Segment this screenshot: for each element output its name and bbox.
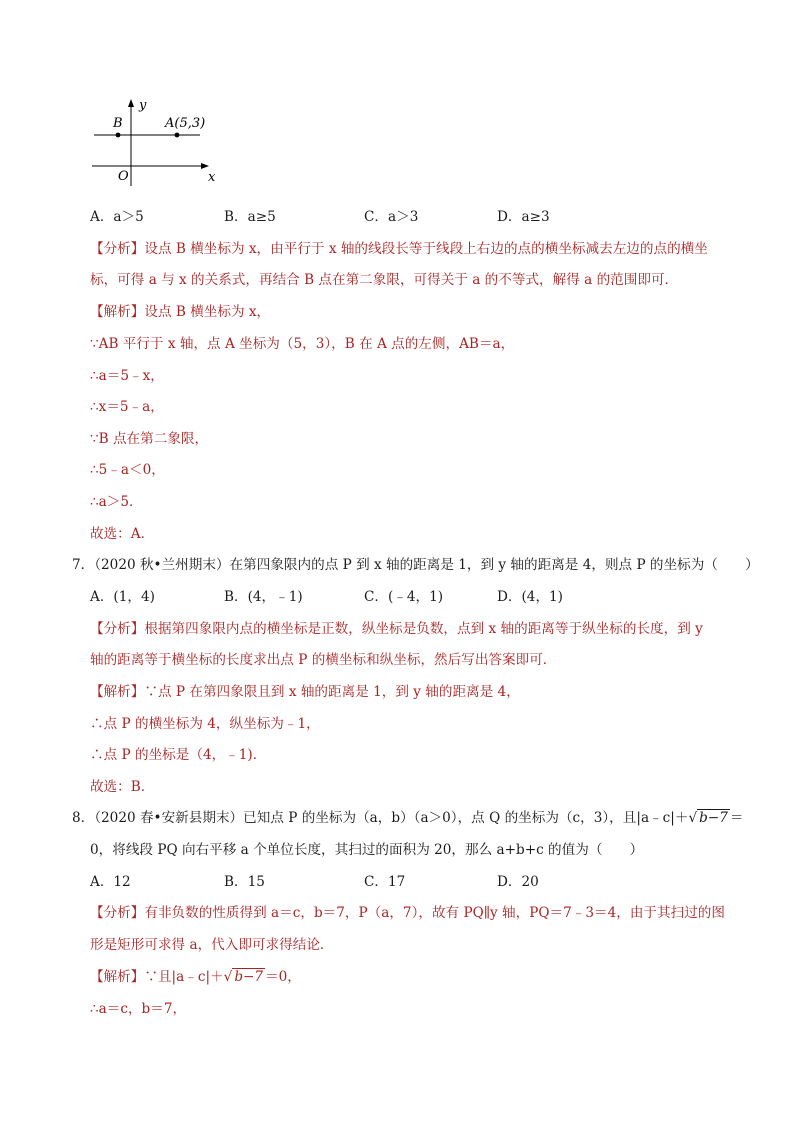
q6-solution-line-1 <box>90 302 270 322</box>
q8-sqrt-expression: √ b−7 <box>688 810 728 826</box>
q6-option-d: D．a≥3 <box>497 209 550 225</box>
q8-option-c: C．17 <box>364 874 406 890</box>
q7-solution-text-1: ∵点 P 在第四象限且到 x 轴的距离是 1，到 y 轴的距离是 4， <box>144 684 520 700</box>
q6-solution-line-5: ∵B 点在第二象限， <box>90 431 209 447</box>
q6-option-b: B．a≥5 <box>224 209 276 225</box>
q8-solution-text-1b: ＝0， <box>265 969 301 985</box>
y-axis-arrow <box>128 99 134 107</box>
point-a <box>175 133 180 138</box>
q7-solution-label: 【解析】 <box>90 684 145 700</box>
q8-stem-text-1b: ＝ <box>729 810 744 826</box>
q6-solution-line-2: ∵AB 平行于 x 轴，点 A 坐标为（5，3），B 在 A 点的左侧，AB＝a， <box>90 336 515 352</box>
q8-option-b: B．15 <box>224 874 265 890</box>
q6-solution-line-7: ∴a＞5． <box>90 494 143 510</box>
q8-stem-text-1a: 8．（2020 春•安新县期末）已知点 P 的坐标为（a，b）（a＞0），点 Q 的坐标为（c，3），且|a﹣c|＋ <box>72 810 689 826</box>
q6-solution-label: 【解析】 <box>90 304 145 320</box>
q6-solution-line-4: ∴x＝5﹣a， <box>90 399 164 415</box>
q6-solution-line-3: ∴a＝5﹣x， <box>90 368 164 384</box>
q6-analysis-line-2: 标，可得 a 与 x 的关系式，再结合 B 点在第二象限，可得关于 a 的不等式，解得 a 的范围即可． <box>90 272 679 288</box>
q7-stem: 7．（2020 秋•兰州期末）在第四象限内的点 P 到 x 轴的距离是 1，到 y 轴的距离是 4，则点 P 的坐标为（ ） <box>72 557 759 573</box>
q6-solution-line-6: ∴5﹣a＜0， <box>90 462 165 478</box>
q7-answer: 故选：B． <box>90 779 155 795</box>
q8-option-a: A．12 <box>90 874 131 890</box>
q8-analysis-line-2: 形是矩形可求得 a，代入即可求得结论． <box>90 937 334 953</box>
q6-option-c: C．a＞3 <box>364 209 419 225</box>
point-b <box>116 133 121 138</box>
coordinate-figure <box>88 96 228 188</box>
label-b: B <box>113 116 123 131</box>
q8-sqrt-radicand: b−7 <box>699 810 728 826</box>
q6-analysis-line-1 <box>90 239 708 259</box>
q8-solution-line-2: ∴a＝c，b＝7， <box>90 1001 187 1017</box>
q7-option-a: A．(1，4) <box>90 589 155 605</box>
label-x: x <box>208 170 216 185</box>
q8-option-d: D．20 <box>497 874 539 890</box>
q8-solution-line-1 <box>90 967 301 987</box>
label-a: A(5,3) <box>165 116 206 131</box>
q8-stem-line-1 <box>72 808 743 828</box>
q8-analysis-label: 【分析】 <box>90 905 145 921</box>
q7-solution-line-3: ∴点 P 的坐标是（4，﹣1)． <box>90 747 267 763</box>
q7-analysis-text-1: 根据第四象限内点的横坐标是正数，纵坐标是负数，点到 x 轴的距离等于纵坐标的长度，到 y <box>144 621 703 637</box>
q8-analysis-text-1: 有非负数的性质得到 a＝c，b＝7，P（a，7），故有 PQ∥y 轴，PQ＝7﹣3＝4，由于其扫过的图 <box>144 905 725 921</box>
q8-stem-line-2: 0，将线段 PQ 向右平移 a 个单位长度，其扫过的面积为 20，那么 a+b+c 的值为（ ） <box>90 842 644 858</box>
q8-solution-sqrt-radicand: b−7 <box>234 969 264 985</box>
label-y: y <box>139 98 147 113</box>
q7-analysis-line-2: 轴的距离等于横坐标的长度求出点 P 的横坐标和纵坐标，然后写出答案即可． <box>90 652 557 668</box>
q7-solution-line-1 <box>90 682 520 702</box>
x-axis-arrow <box>201 163 209 169</box>
q7-option-c: C．(﹣4，1) <box>364 589 444 605</box>
q7-analysis-label: 【分析】 <box>90 621 145 637</box>
q8-solution-sqrt: √ b−7 <box>223 969 264 985</box>
q6-solution-text-1: 设点 B 横坐标为 x， <box>144 304 271 320</box>
label-o: O <box>118 169 129 184</box>
q6-analysis-label: 【分析】 <box>90 241 145 257</box>
q7-option-b: B．(4，﹣1) <box>224 589 303 605</box>
q7-option-d: D．(4，1) <box>497 589 563 605</box>
q8-solution-label: 【解析】 <box>90 969 145 985</box>
q6-answer: 故选：A． <box>90 526 155 542</box>
q6-analysis-text-1: 设点 B 横坐标为 x，由平行于 x 轴的线段长等于线段上右边的点的横坐标减去左边的点的横坐 <box>144 241 708 257</box>
q8-analysis-line-1 <box>90 903 725 923</box>
q7-analysis-line-1 <box>90 619 703 639</box>
q6-option-a: A．a＞5 <box>90 209 144 225</box>
q7-solution-line-2: ∴点 P 的横坐标为 4，纵坐标为﹣1， <box>90 716 320 732</box>
q8-solution-text-1a: ∵且|a﹣c|＋ <box>144 969 224 985</box>
